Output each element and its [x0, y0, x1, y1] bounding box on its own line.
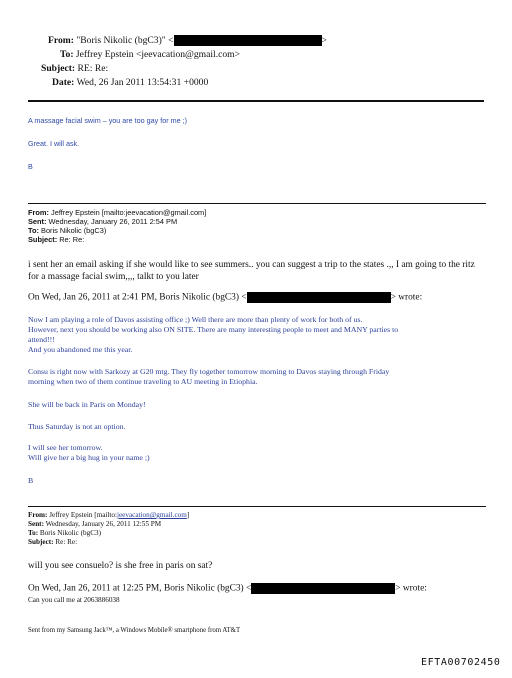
quote2-subject-label: Subject:: [28, 538, 54, 546]
quote2-from-label: From:: [28, 511, 48, 519]
quote2-from-row: [28, 511, 189, 519]
quote2-from-prefix: Jeffrey Epstein [mailto:: [49, 511, 117, 519]
reply-line: Thus Saturday is not an option.: [28, 422, 126, 431]
reply-line: And you abandoned me this year.: [28, 345, 133, 354]
quote2-sent-row: [28, 520, 161, 528]
quote2-to-value: Boris Nikolic (bgC3): [39, 529, 102, 537]
quote2-call-line: Can you call me at 2063886038: [28, 596, 120, 604]
message-signature: B: [28, 162, 33, 171]
quote2-to-row: [28, 529, 101, 537]
to-value: Jeffrey Epstein <jeevacation@gmail.com>: [75, 49, 241, 60]
header-date-row: [52, 77, 208, 88]
sent-from-line: Sent from my Samsung Jack™, a Windows Mobile® smartphone from AT&T: [28, 627, 241, 634]
bates-id: EFTA00702450: [421, 657, 501, 668]
quote2-from-suffix: ]: [186, 511, 190, 519]
reply-line: I will see her tomorrow.: [28, 443, 103, 452]
header-to-row: [60, 49, 240, 60]
quote2-divider: [28, 506, 486, 507]
reply-line: However, next you should be working also ON SITE. There are many interesting people to meet and MANY parties to: [28, 325, 399, 334]
email-link[interactable]: jeevacation@gmail.com: [116, 511, 187, 519]
quote2-wrote-suffix: > wrote:: [395, 583, 427, 594]
quote2-wrote-line: [28, 583, 427, 594]
from-value: "Boris Nikolic (bgC3)" <: [76, 35, 174, 46]
quote1-from-label: From:: [28, 208, 49, 217]
quote2-body: will you see consuelo? is she free in paris on sat?: [28, 561, 213, 571]
reply-line: She will be back in Paris on Monday!: [28, 400, 146, 409]
reply-paragraph: [28, 315, 398, 355]
reply-line: Will give her a big hug in your name ;): [28, 453, 150, 462]
header-divider: [28, 100, 484, 102]
reply-line: Consu is right now with Sarkozy at G20 mtg. They fly together tomorrow morning to Davos staying through Friday: [28, 367, 390, 376]
message-line: Great. I will ask.: [28, 139, 80, 148]
redaction-bar: [251, 583, 395, 594]
quote1-to-label: To:: [28, 226, 39, 235]
reply-signature: B: [28, 476, 34, 485]
reply-paragraph: [28, 443, 150, 463]
to-label: To:: [60, 49, 74, 60]
quote1-divider: [28, 203, 486, 204]
quote1-wrote-line: [28, 292, 422, 303]
redaction-bar: [174, 35, 322, 46]
subject-label: Subject:: [41, 63, 76, 74]
quote2-subject-value: Re: Re:: [55, 538, 78, 546]
header-subject-row: [41, 63, 108, 74]
quote1-subject-label: Subject:: [28, 235, 58, 244]
reply-paragraph: [28, 367, 389, 387]
quote1-wrote-prefix: On Wed, Jan 26, 2011 at 2:41 PM, Boris Nikolic (bgC3) <: [28, 292, 247, 303]
message-line: A massage facial swim – you are too gay for me ;): [28, 116, 187, 125]
quote1-to-value: Boris Nikolic (bgC3): [41, 226, 107, 235]
quote1-subject-row: [28, 235, 84, 244]
reply-line: morning when two of them continue traveling to AU meeting in Etiophia.: [28, 377, 258, 386]
quote1-body: i sent her an email asking if she would like to see summers.. you can suggest a trip to the states .,, I am going to the ritz for a massage facial swim,,,, talkt to you later: [28, 260, 475, 282]
date-label: Date:: [52, 77, 75, 88]
header-from-row: [48, 35, 327, 46]
date-value: Wed, 26 Jan 2011 13:54:31 +0000: [76, 77, 209, 88]
quote2-to-label: To:: [28, 529, 39, 537]
quote2-sent-value: Wednesday, January 26, 2011 12:55 PM: [45, 520, 162, 528]
quote1-sent-row: [28, 217, 177, 226]
quote1-sent-value: Wednesday, January 26, 2011 2:54 PM: [48, 217, 178, 226]
from-label: From:: [48, 35, 74, 46]
quote1-from-row: [28, 208, 206, 217]
reply-line: attend!!!: [28, 335, 55, 344]
quote2-sent-label: Sent:: [28, 520, 44, 528]
quote2-subject-row: [28, 538, 77, 546]
quote1-wrote-suffix: > wrote:: [390, 292, 423, 303]
quote1-from-value: Jeffrey Epstein [mailto:jeevacation@gmail.com]: [51, 208, 207, 217]
quote1-sent-label: Sent:: [28, 217, 47, 226]
redaction-bar: [247, 292, 391, 303]
from-tail: >: [321, 35, 327, 46]
subject-value: RE: Re:: [77, 63, 109, 74]
reply-line: Now I am playing a role of Davos assisting office ;) Well there are more than plenty of work for both of us.: [28, 315, 363, 324]
quote2-wrote-prefix: On Wed, Jan 26, 2011 at 12:25 PM, Boris Nikolic (bgC3) <: [28, 583, 252, 594]
quote1-to-row: [28, 226, 106, 235]
quote1-subject-value: Re: Re:: [59, 235, 85, 244]
